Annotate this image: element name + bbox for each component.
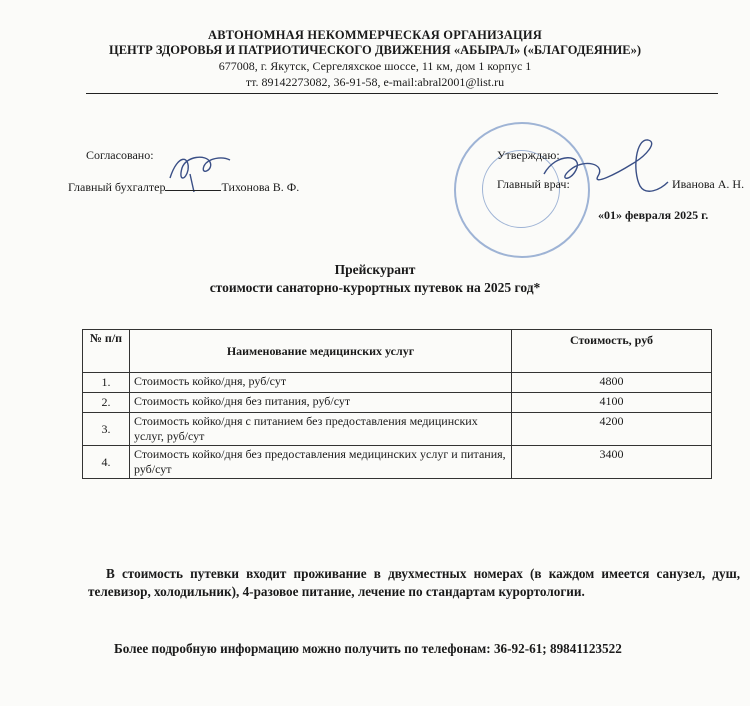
chief-name: Иванова А. Н. (672, 177, 745, 191)
approve-label: Утверждаю: (497, 148, 560, 162)
approval-date: «01» февраля 2025 г. (598, 208, 709, 222)
doc-title: Прейскурант (334, 262, 416, 277)
accountant-signature-blank (165, 180, 221, 191)
table-row (83, 393, 712, 413)
org-name-line1: АВТОНОМНАЯ НЕКОММЕРЧЕСКАЯ ОРГАНИЗАЦИЯ (207, 28, 543, 42)
chief-signature (536, 134, 676, 204)
price-table (82, 329, 712, 479)
contact-phones-note: Более подробную информацию можно получить по телефонам: 36-92-61; 89841123522 (114, 641, 622, 656)
col-name-header: Наименование медицинских услуг (130, 330, 512, 373)
row-cost: 4800 (512, 373, 712, 393)
row-name: Стоимость койко/дня, руб/сут (130, 373, 512, 393)
row-name: Стоимость койко/дня без питания, руб/сут (130, 393, 512, 413)
org-name-line2: ЦЕНТР ЗДОРОВЬЯ И ПАТРИОТИЧЕСКОГО ДВИЖЕНИЯ «АБЫРАЛ» («БЛАГОДЕЯНИЕ») (108, 43, 642, 57)
header-divider (86, 93, 718, 94)
table-row (83, 413, 712, 446)
row-num: 1. (83, 373, 130, 393)
row-cost: 3400 (512, 446, 712, 479)
table-row (83, 373, 712, 393)
org-contacts: тт. 89142273082, 36-91-58, e-mail:abral2001@list.ru (245, 75, 505, 89)
table-row (83, 446, 712, 479)
col-num-header: № п/п (83, 330, 130, 373)
row-cost: 4200 (512, 413, 712, 446)
row-num: 4. (83, 446, 130, 479)
row-num: 3. (83, 413, 130, 446)
col-cost-header: Стоимость, руб (512, 330, 712, 373)
accountant-line (68, 180, 299, 195)
row-num: 2. (83, 393, 130, 413)
agreed-label: Согласовано: (86, 148, 154, 162)
accountant-name: Тихонова В. Ф. (221, 180, 300, 194)
doc-subtitle: стоимости санаторно-курортных путевок на 2025 год* (209, 280, 541, 295)
org-address: 677008, г. Якутск, Сергеляхское шоссе, 11 км, дом 1 корпус 1 (218, 59, 532, 73)
accountant-title: Главный бухгалтер (68, 180, 166, 194)
chief-title: Главный врач: (497, 177, 570, 191)
row-name: Стоимость койко/дня с питанием без предоставления медицинских услуг, руб/сут (130, 413, 512, 446)
table-header-row (83, 330, 712, 373)
included-services-note: В стоимость путевки входит проживание в двухместных номерах (в каждом имеется санузел, душ, телевизор, холодильник), 4-разовое питание, лечение по стандартам курортологии. (88, 566, 740, 599)
row-name: Стоимость койко/дня без предоставления медицинских услуг и питания, руб/сут (130, 446, 512, 479)
row-cost: 4100 (512, 393, 712, 413)
